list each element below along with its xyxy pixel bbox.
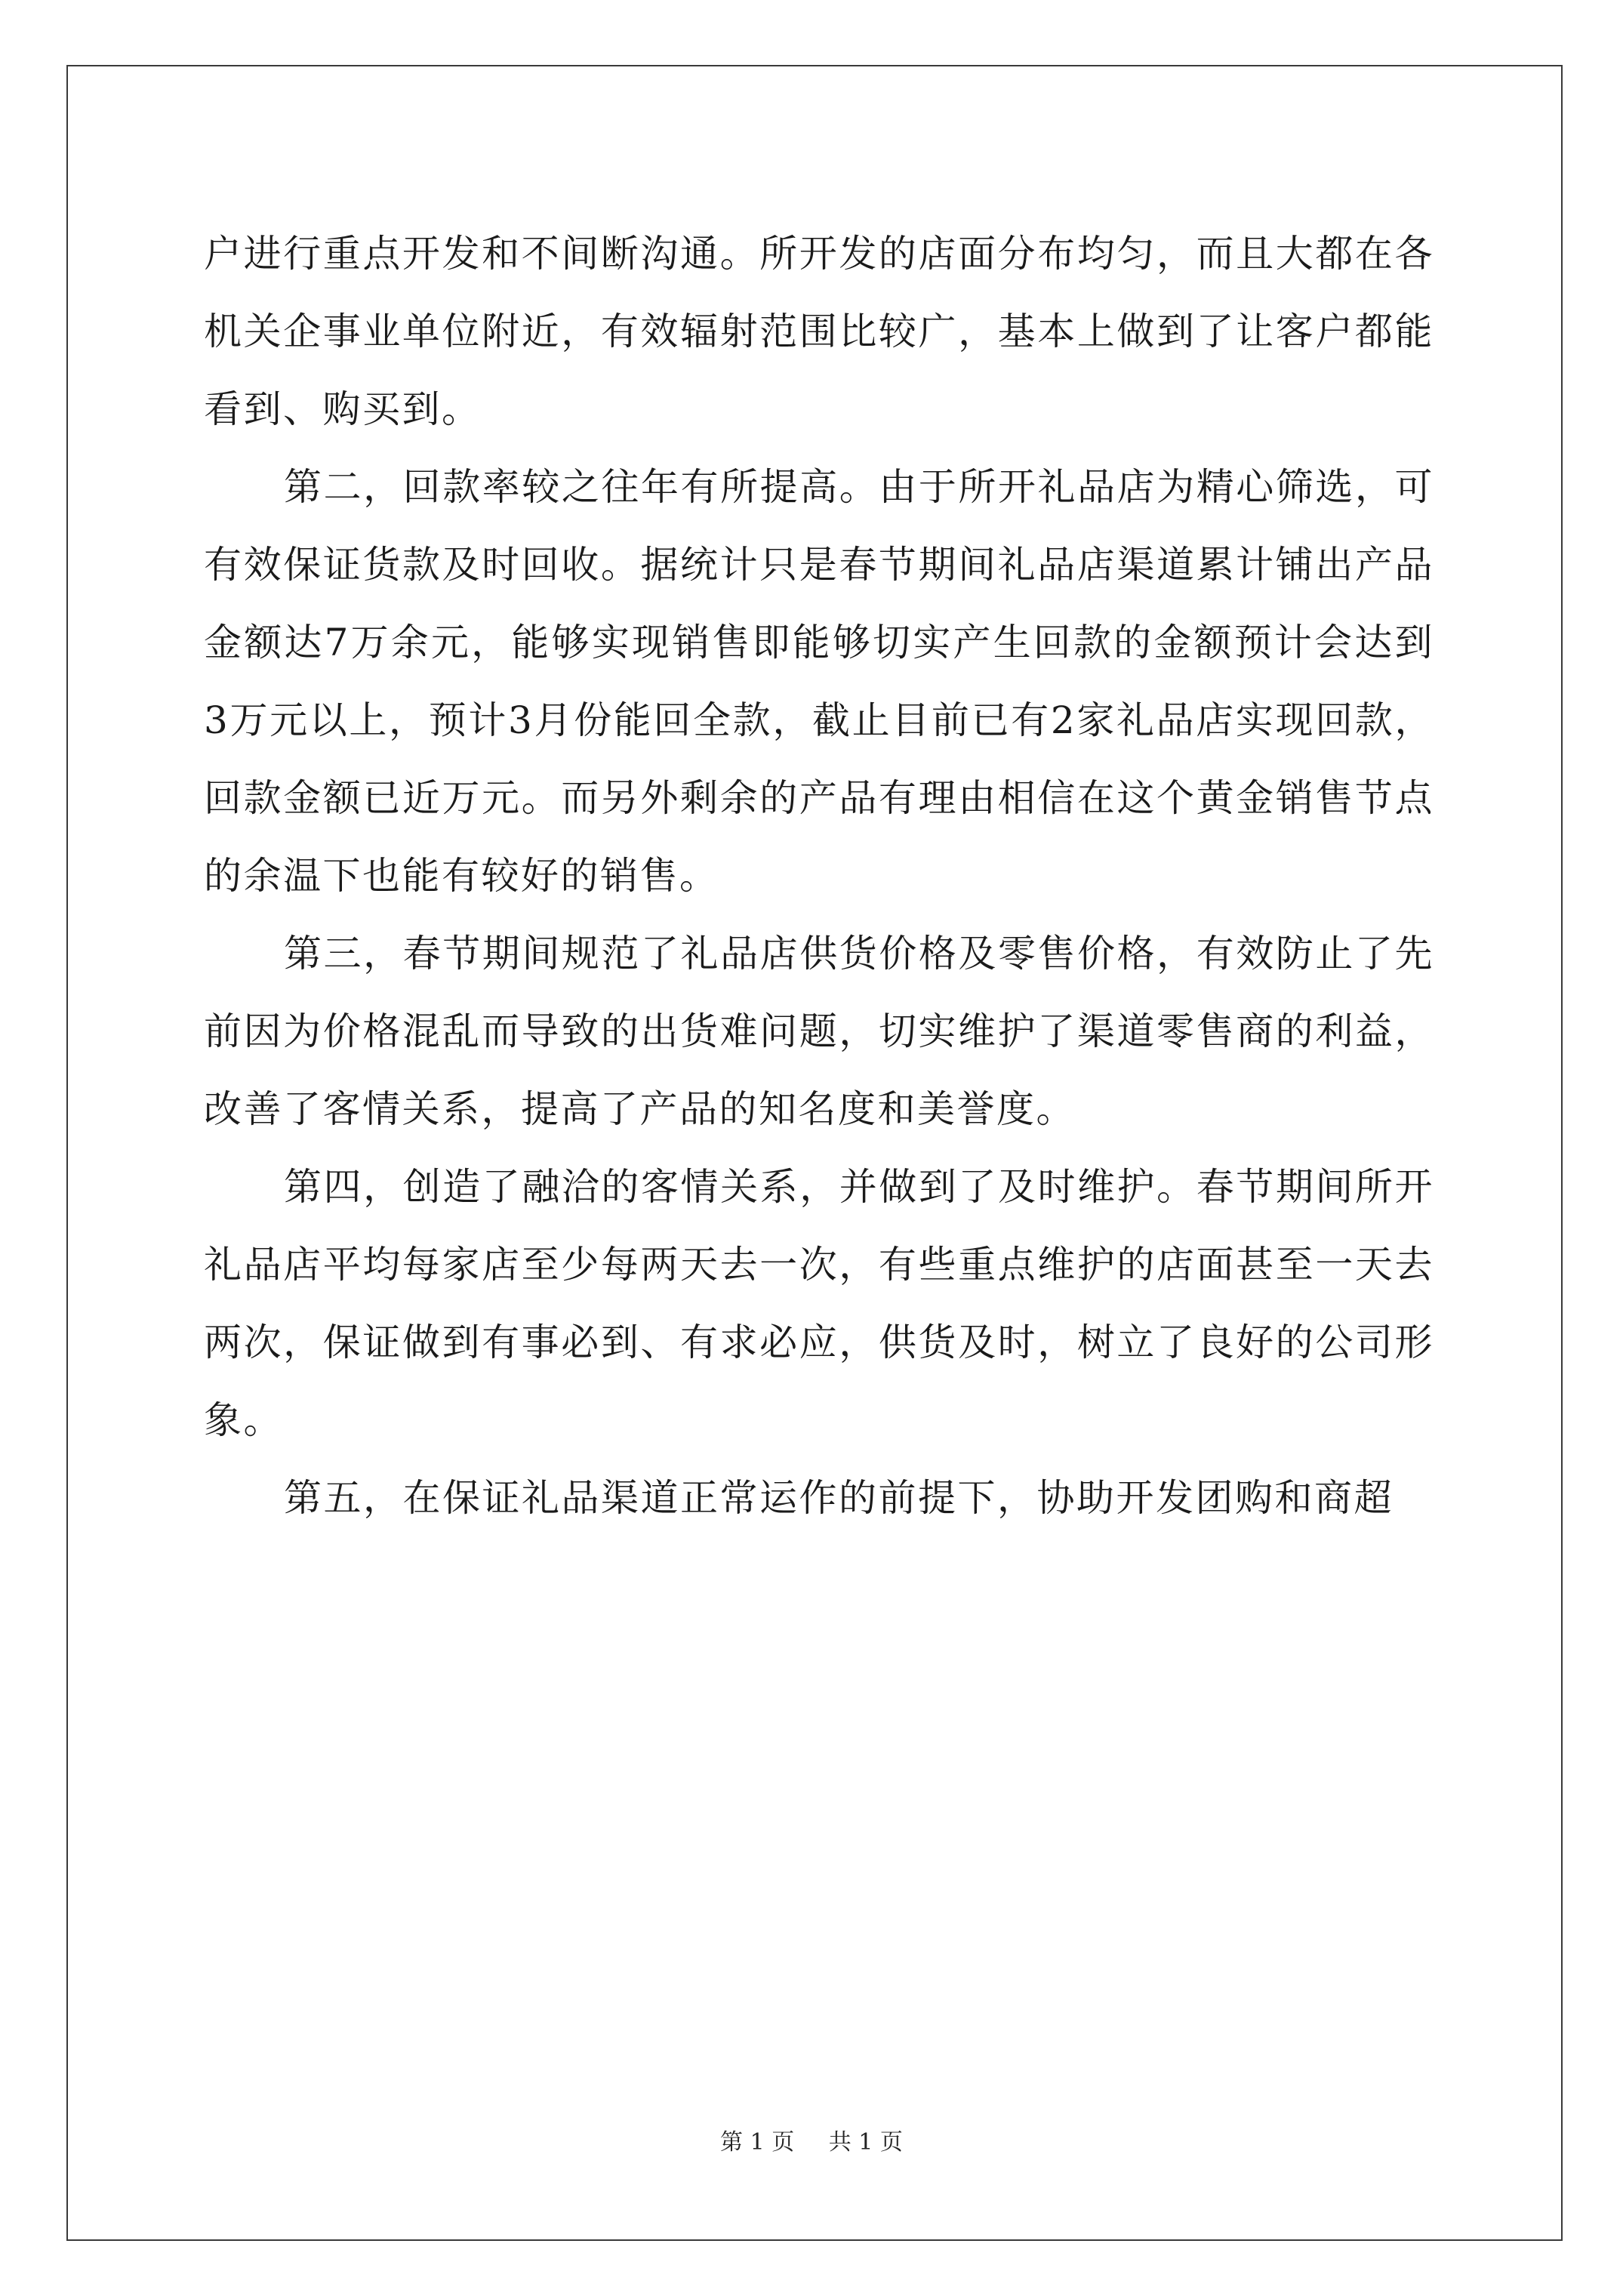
page-footer	[0, 2128, 1623, 2158]
document-body	[204, 215, 1434, 1537]
paragraph-4: 第四，创造了融洽的客情关系，并做到了及时维护。春节期间所开礼品店平均每家店至少每两天去一次，有些重点维护的店面甚至一天去两次，保证做到有事必到、有求必应，供货及时，树立了良好的公司形象。	[204, 1165, 1434, 1442]
paragraph-1: 户进行重点开发和不间断沟通。所开发的店面分布均匀，而且大都在各机关企事业单位附近，有效辐射范围比较广，基本上做到了让客户都能看到、购买到。	[204, 232, 1434, 431]
paragraph-5: 第五，在保证礼品渠道正常运作的前提下，协助开发团购和商超	[284, 1476, 1394, 1520]
page-number: 第 1 页	[720, 2129, 795, 2156]
paragraph-3: 第三，春节期间规范了礼品店供货价格及零售价格，有效防止了先前因为价格混乱而导致的出货难问题，切实维护了渠道零售商的利益，改善了客情关系，提高了产品的知名度和美誉度。	[204, 932, 1434, 1131]
page-total: 共 1 页	[828, 2129, 903, 2156]
paragraph-2: 第二，回款率较之往年有所提高。由于所开礼品店为精心筛选，可有效保证货款及时回收。据统计只是春节期间礼品店渠道累计铺出产品金额达7万余元，能够实现销售即能够切实产生回款的金额预计会达到3万元以上，预计3月份能回全款，截止目前已有2家礼品店实现回款，回款金额已近万元。而另外剩余的产品有理由相信在这个黄金销售节点的余温下也能有较好的销售。	[204, 465, 1434, 898]
